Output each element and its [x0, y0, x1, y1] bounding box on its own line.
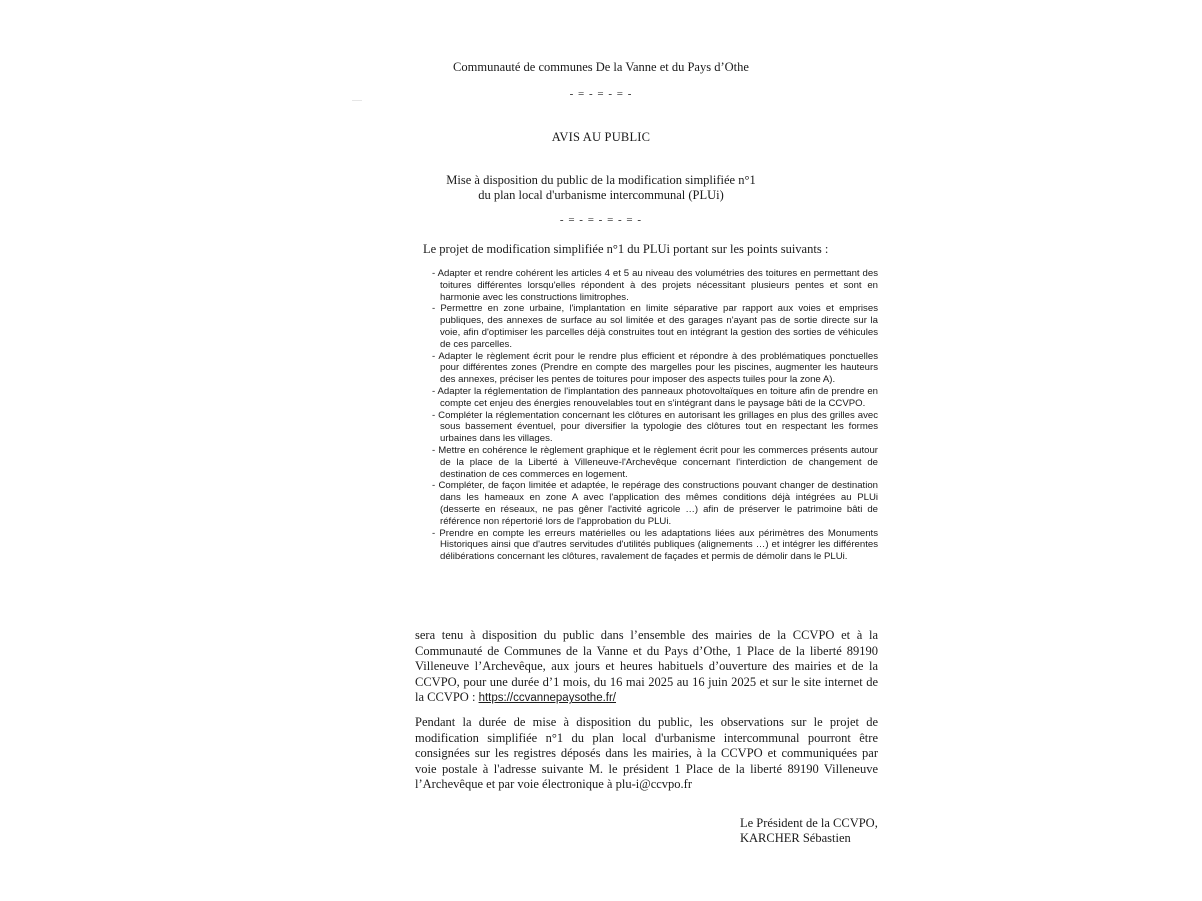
list-item: - Permettre en zone urbaine, l'implantation en limite séparative par rapport aux voies et emprises publiques, des annexes de surface au sol limitée et des garages n'ayant pas de sortie directe sur la voie, afin d'optimiser les parcelles déjà construites tout en intégrant la gestion des sorties de véhicules de ces parcelles. — [432, 303, 878, 350]
notice-subtitle — [0, 173, 1202, 203]
list-item: - Adapter et rendre cohérent les articles 4 et 5 au niveau des volumétries des toitures en permettant des toitures différentes lorsqu'elles répondent à des projets nécessitant plusieurs pentes et sont en harmonie avec les constructions limitrophes. — [432, 268, 878, 303]
list-item: - Prendre en compte les erreurs matérielles ou les adaptations liées aux périmètres des Monuments Historiques ainsi que d'autres servitudes d'utilités publiques (alignements …) et intégrer les différentes délibérations concernant les clôtures, ravalement de façades et permis de démolir dans le PLUi. — [432, 527, 878, 563]
list-item: - Compléter, de façon limitée et adaptée, le repérage des constructions pouvant changer de destination dans les hameaux en zone A avec l'application des mêmes conditions déjà intégrées au PLUi (desserte en réseaux, ne pas gêner l'activité agricole …) afin de préserver le patrimoine bâti de référence non répertorié lors de l'approbation du PLUi. — [432, 480, 878, 527]
signature-name: KARCHER Sébastien — [740, 831, 851, 845]
organization-name: Communauté de communes De la Vanne et du Pays d’Othe — [453, 60, 749, 74]
list-item: - Adapter le règlement écrit pour le rendre plus efficient et répondre à des problématiques ponctuelles pour différentes zones (Prendre en compte des margelles pour les piscines, augmenter les hauteurs des annexes, préciser les pentes de toitures pour imposer des aspects tuiles pour la zone A). — [432, 350, 878, 386]
list-item: - Compléter la réglementation concernant les clôtures en autorisant les grillages en plus des grilles avec sous bassement éventuel, pour diversifier la typologie des clôtures tout en respectant les formes urbaines dans les villages. — [432, 409, 878, 445]
availability-paragraph — [415, 628, 878, 707]
modification-points-list — [432, 268, 878, 563]
observations-paragraph: Pendant la durée de mise à disposition du public, les observations sur le projet de modification simplifiée n°1 du plan local d'urbanisme intercommunal pourront être consignées sur les registres déposés dans les mairies, à la CCVPO et communiquées par voie postale à l'adresse suivante M. le président 1 Place de la liberté 89190 Villeneuve l’Archevêque et par voie électronique à plu-i@ccvpo.fr — [415, 715, 878, 792]
website-link[interactable]: https://ccvannepaysothe.fr/ — [478, 692, 617, 705]
list-item: - Mettre en cohérence le règlement graphique et le règlement écrit pour les commerces présents autour de la place de la Liberté à Villeneuve-l'Archevêque concernant l'interdiction de changement de destination de ces commerces en logement. — [432, 444, 878, 480]
notice-title: AVIS AU PUBLIC — [551, 130, 651, 144]
separator-1: - = - = - = - — [569, 88, 633, 100]
list-item: - Adapter la réglementation de l'implantation des panneaux photovoltaïques en toiture afin de prendre en compte cet enjeu des énergies renouvelables tout en s'intégrant dans le paysage bâti de la CCVPO. — [432, 385, 878, 409]
subtitle-line-2: du plan local d'urbanisme intercommunal (PLUi) — [478, 188, 724, 202]
signature-block — [740, 816, 878, 846]
scan-artifact — [352, 100, 362, 101]
signature-title: Le Président de la CCVPO, — [740, 816, 878, 830]
subtitle-line-1: Mise à disposition du public de la modification simplifiée n°1 — [446, 173, 756, 187]
intro-text: Le projet de modification simplifiée n°1 du PLUi portant sur les points suivants : — [423, 242, 829, 256]
availability-text: sera tenu à disposition du public dans l’ensemble des mairies de la CCVPO et à la Communauté de Communes de la Vanne et du Pays d’Othe, 1 Place de la liberté 89190 Villeneuve l’Archevêque, aux jours et heures habituels d’ouverture des mairies et de la CCVPO, pour une durée d’1 mois, du 16 mai 2025 au 16 juin 2025 et sur le site internet de la CCVPO : — [415, 628, 878, 705]
separator-2: - = - = - = - = - — [559, 214, 643, 226]
